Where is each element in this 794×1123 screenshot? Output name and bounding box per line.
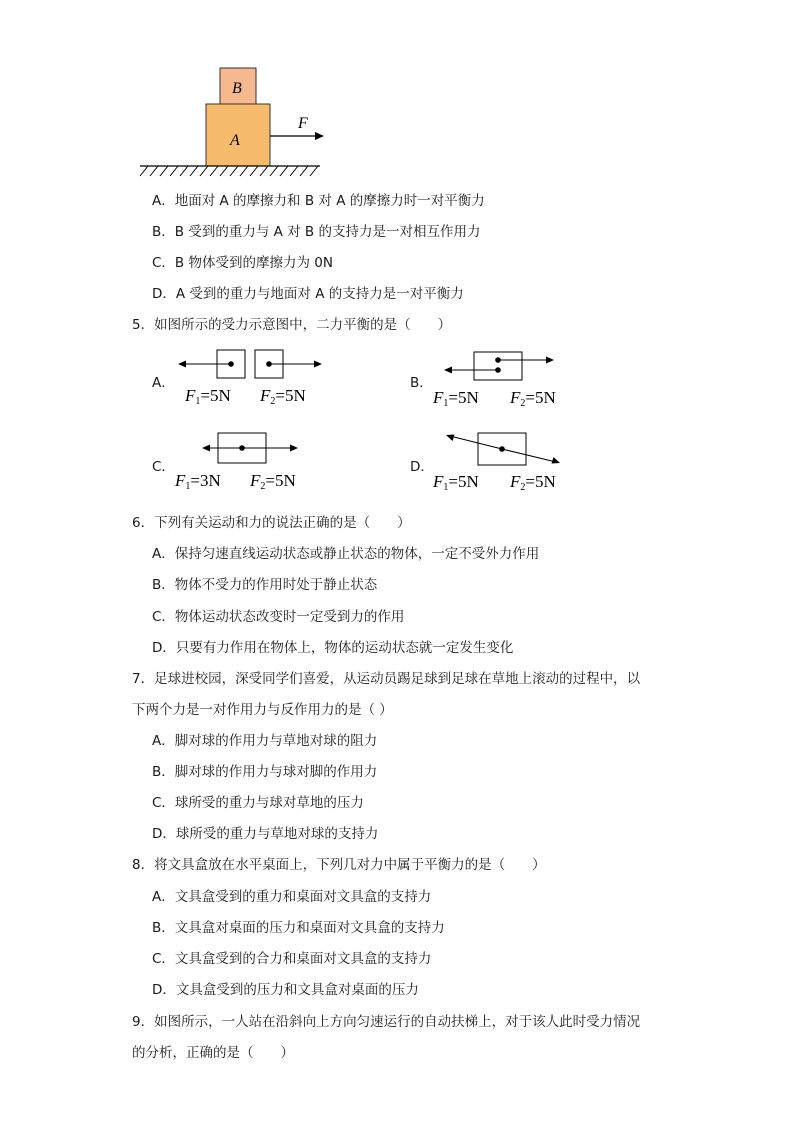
q8-stem: 8．将文具盒放在水平桌面上，下列几对力中属于平衡力的是（ ） — [132, 857, 546, 873]
q6-option-c: C．物体运动状态改变时一定受到力的作用 — [152, 609, 405, 625]
svg-text:F1=3N: F1=3N — [175, 471, 221, 492]
q5-diagram-b — [430, 345, 600, 413]
q7-option-b: B．脚对球的作用力与球对脚的作用力 — [152, 764, 378, 780]
blocks-ab-figure — [130, 60, 340, 185]
force-label: F — [298, 115, 308, 132]
q4-option-d: D．A 受到的重力与地面对 A 的支持力是一对平衡力 — [152, 286, 464, 302]
ground-hatch — [140, 166, 318, 176]
svg-text:F1=5N: F1=5N — [433, 388, 479, 409]
q9-stem-line2: 的分析，正确的是（ ） — [132, 1045, 294, 1061]
q8-option-b: B．文具盒对桌面的压力和桌面对文具盒的支持力 — [152, 920, 445, 936]
svg-text:F2=5N: F2=5N — [510, 472, 556, 493]
q5-diagram-c — [170, 428, 340, 496]
q6-option-d: D．只要有力作用在物体上，物体的运动状态就一定发生变化 — [152, 640, 514, 656]
svg-text:F2=5N: F2=5N — [260, 386, 306, 407]
block-a-label: A — [230, 132, 240, 149]
q5-diagram-d — [430, 425, 600, 497]
q6-stem: 6．下列有关运动和力的说法正确的是（ ） — [132, 515, 411, 531]
q8-option-c: C．文具盒受到的合力和桌面对文具盒的支持力 — [152, 951, 432, 967]
svg-text:F2=5N: F2=5N — [510, 388, 556, 409]
q7-option-c: C．球所受的重力与球对草地的压力 — [152, 795, 364, 811]
q4-option-a: A．地面对 A 的摩擦力和 B 对 A 的摩擦力时一对平衡力 — [152, 193, 485, 209]
q7-stem-line2: 下两个力是一对作用力与反作用力的是（ ） — [132, 702, 393, 718]
q5-label-b: B． — [410, 375, 433, 391]
q5-diagram-a — [170, 345, 340, 410]
q7-option-a: A．脚对球的作用力与草地对球的阻力 — [152, 733, 378, 749]
q5-label-a: A． — [152, 375, 175, 391]
q8-option-a: A．文具盒受到的重力和桌面对文具盒的支持力 — [152, 889, 432, 905]
q5-label-c: C． — [152, 459, 175, 475]
block-b-label: B — [232, 80, 242, 97]
q9-stem-line1: 9．如图所示，一人站在沿斜向上方向匀速运行的自动扶梯上，对于该人此时受力情况 — [132, 1014, 641, 1030]
q5-stem: 5．如图所示的受力示意图中，二力平衡的是（ ） — [132, 317, 452, 333]
q8-option-d: D．文具盒受到的压力和文具盒对桌面的压力 — [152, 982, 419, 998]
force-arrowhead — [315, 132, 324, 140]
q6-option-a: A．保持匀速直线运动状态或静止状态的物体，一定不受外力作用 — [152, 546, 540, 562]
svg-text:F1=5N: F1=5N — [433, 472, 479, 493]
svg-text:F2=5N: F2=5N — [250, 471, 296, 492]
q7-stem-line1: 7．足球进校园，深受同学们喜爱，从运动员踢足球到足球在草地上滚动的过程中，以 — [132, 671, 641, 687]
svg-text:F1=5N: F1=5N — [185, 386, 231, 407]
q7-option-d: D．球所受的重力与草地对球的支持力 — [152, 826, 379, 842]
q5-label-d: D． — [410, 459, 434, 475]
q6-option-b: B．物体不受力的作用时处于静止状态 — [152, 577, 378, 593]
q4-option-b: B．B 受到的重力与 A 对 B 的支持力是一对相互作用力 — [152, 224, 481, 240]
q4-option-c: C．B 物体受到的摩擦力为 0N — [152, 255, 333, 271]
